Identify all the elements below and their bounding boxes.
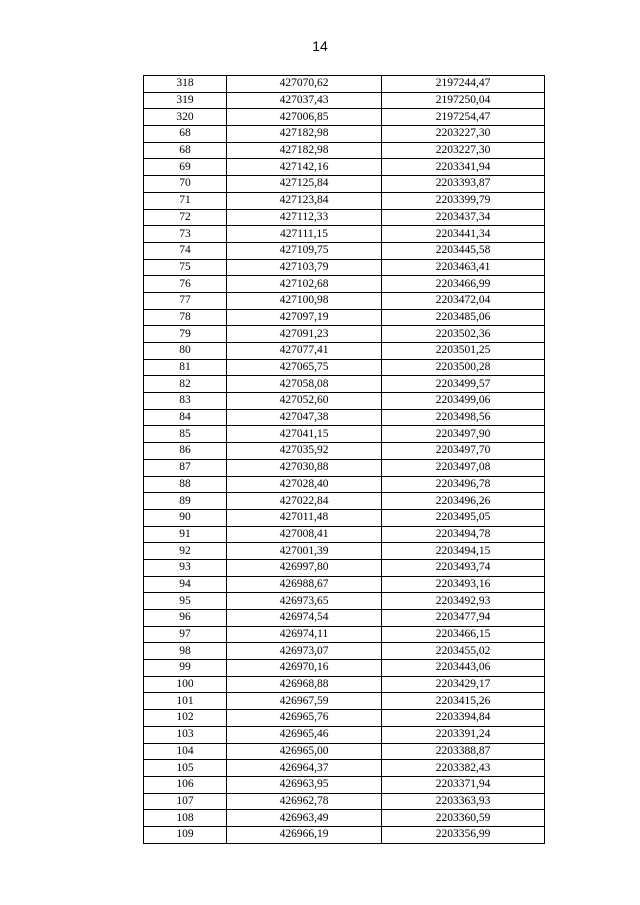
table-row — [144, 643, 545, 660]
point-number-cell: 79 — [144, 326, 227, 343]
x-coordinate-cell: 426968,88 — [227, 676, 382, 693]
point-number-cell: 95 — [144, 593, 227, 610]
point-number-cell: 102 — [144, 710, 227, 727]
table-row — [144, 810, 545, 827]
x-coordinate-cell: 427070,62 — [227, 76, 382, 93]
x-coordinate-cell: 427077,41 — [227, 343, 382, 360]
y-coordinate-cell: 2203499,06 — [382, 393, 545, 410]
point-number-cell: 98 — [144, 643, 227, 660]
table-row — [144, 593, 545, 610]
y-coordinate-cell: 2203399,79 — [382, 192, 545, 209]
x-coordinate-cell: 427112,33 — [227, 209, 382, 226]
y-coordinate-cell: 2203502,36 — [382, 326, 545, 343]
table-row — [144, 443, 545, 460]
point-number-cell: 69 — [144, 159, 227, 176]
point-number-cell: 84 — [144, 409, 227, 426]
y-coordinate-cell: 2203500,28 — [382, 359, 545, 376]
table-row — [144, 559, 545, 576]
x-coordinate-cell: 426965,00 — [227, 743, 382, 760]
y-coordinate-cell: 2203393,87 — [382, 176, 545, 193]
point-number-cell: 88 — [144, 476, 227, 493]
y-coordinate-cell: 2203485,06 — [382, 309, 545, 326]
point-number-cell: 94 — [144, 576, 227, 593]
x-coordinate-cell: 427102,68 — [227, 276, 382, 293]
table-row — [144, 743, 545, 760]
table-row — [144, 393, 545, 410]
point-number-cell: 93 — [144, 559, 227, 576]
point-number-cell: 96 — [144, 610, 227, 627]
table-row — [144, 309, 545, 326]
table-row — [144, 259, 545, 276]
point-number-cell: 107 — [144, 793, 227, 810]
x-coordinate-cell: 427037,43 — [227, 92, 382, 109]
x-coordinate-cell: 427182,98 — [227, 142, 382, 159]
y-coordinate-cell: 2203466,15 — [382, 626, 545, 643]
table-row — [144, 343, 545, 360]
x-coordinate-cell: 427058,08 — [227, 376, 382, 393]
y-coordinate-cell: 2203494,78 — [382, 526, 545, 543]
point-number-cell: 105 — [144, 760, 227, 777]
coordinates-table — [143, 75, 545, 844]
y-coordinate-cell: 2197244,47 — [382, 76, 545, 93]
point-number-cell: 74 — [144, 242, 227, 259]
y-coordinate-cell: 2203492,93 — [382, 593, 545, 610]
point-number-cell: 90 — [144, 509, 227, 526]
x-coordinate-cell: 427006,85 — [227, 109, 382, 126]
x-coordinate-cell: 426973,07 — [227, 643, 382, 660]
y-coordinate-cell: 2203227,30 — [382, 126, 545, 143]
x-coordinate-cell: 426962,78 — [227, 793, 382, 810]
table-row — [144, 192, 545, 209]
x-coordinate-cell: 427041,15 — [227, 426, 382, 443]
point-number-cell: 108 — [144, 810, 227, 827]
point-number-cell: 73 — [144, 226, 227, 243]
coordinates-table-body — [144, 76, 545, 844]
x-coordinate-cell: 427091,23 — [227, 326, 382, 343]
table-row — [144, 209, 545, 226]
point-number-cell: 77 — [144, 292, 227, 309]
y-coordinate-cell: 2203371,94 — [382, 776, 545, 793]
x-coordinate-cell: 426997,80 — [227, 559, 382, 576]
table-row — [144, 626, 545, 643]
table-row — [144, 493, 545, 510]
x-coordinate-cell: 427111,15 — [227, 226, 382, 243]
point-number-cell: 85 — [144, 426, 227, 443]
point-number-cell: 68 — [144, 126, 227, 143]
y-coordinate-cell: 2203496,78 — [382, 476, 545, 493]
table-row — [144, 760, 545, 777]
x-coordinate-cell: 426974,54 — [227, 610, 382, 627]
y-coordinate-cell: 2203463,41 — [382, 259, 545, 276]
point-number-cell: 76 — [144, 276, 227, 293]
table-row — [144, 543, 545, 560]
table-row — [144, 710, 545, 727]
table-row — [144, 826, 545, 843]
point-number-cell: 101 — [144, 693, 227, 710]
x-coordinate-cell: 427035,92 — [227, 443, 382, 460]
y-coordinate-cell: 2197254,47 — [382, 109, 545, 126]
x-coordinate-cell: 427182,98 — [227, 126, 382, 143]
x-coordinate-cell: 426974,11 — [227, 626, 382, 643]
y-coordinate-cell: 2203437,34 — [382, 209, 545, 226]
y-coordinate-cell: 2203499,57 — [382, 376, 545, 393]
y-coordinate-cell: 2203441,34 — [382, 226, 545, 243]
point-number-cell: 86 — [144, 443, 227, 460]
x-coordinate-cell: 426964,37 — [227, 760, 382, 777]
x-coordinate-cell: 427011,48 — [227, 509, 382, 526]
x-coordinate-cell: 427008,41 — [227, 526, 382, 543]
x-coordinate-cell: 427142,16 — [227, 159, 382, 176]
y-coordinate-cell: 2203455,02 — [382, 643, 545, 660]
point-number-cell: 100 — [144, 676, 227, 693]
table-row — [144, 526, 545, 543]
x-coordinate-cell: 427103,79 — [227, 259, 382, 276]
point-number-cell: 68 — [144, 142, 227, 159]
point-number-cell: 320 — [144, 109, 227, 126]
table-row — [144, 326, 545, 343]
point-number-cell: 82 — [144, 376, 227, 393]
table-row — [144, 693, 545, 710]
y-coordinate-cell: 2197250,04 — [382, 92, 545, 109]
table-row — [144, 793, 545, 810]
x-coordinate-cell: 427001,39 — [227, 543, 382, 560]
table-row — [144, 376, 545, 393]
y-coordinate-cell: 2203363,93 — [382, 793, 545, 810]
x-coordinate-cell: 427097,19 — [227, 309, 382, 326]
table-row — [144, 776, 545, 793]
y-coordinate-cell: 2203498,56 — [382, 409, 545, 426]
point-number-cell: 70 — [144, 176, 227, 193]
table-row — [144, 126, 545, 143]
x-coordinate-cell: 427047,38 — [227, 409, 382, 426]
y-coordinate-cell: 2203391,24 — [382, 726, 545, 743]
table-row — [144, 476, 545, 493]
table-row — [144, 176, 545, 193]
y-coordinate-cell: 2203495,05 — [382, 509, 545, 526]
x-coordinate-cell: 426965,46 — [227, 726, 382, 743]
table-row — [144, 159, 545, 176]
table-row — [144, 676, 545, 693]
y-coordinate-cell: 2203429,17 — [382, 676, 545, 693]
y-coordinate-cell: 2203445,58 — [382, 242, 545, 259]
point-number-cell: 89 — [144, 493, 227, 510]
x-coordinate-cell: 427022,84 — [227, 493, 382, 510]
x-coordinate-cell: 427052,60 — [227, 393, 382, 410]
point-number-cell: 71 — [144, 192, 227, 209]
point-number-cell: 318 — [144, 76, 227, 93]
x-coordinate-cell: 426988,67 — [227, 576, 382, 593]
y-coordinate-cell: 2203382,43 — [382, 760, 545, 777]
point-number-cell: 87 — [144, 459, 227, 476]
point-number-cell: 91 — [144, 526, 227, 543]
point-number-cell: 97 — [144, 626, 227, 643]
x-coordinate-cell: 426966,19 — [227, 826, 382, 843]
table-row — [144, 426, 545, 443]
x-coordinate-cell: 427125,84 — [227, 176, 382, 193]
point-number-cell: 78 — [144, 309, 227, 326]
y-coordinate-cell: 2203497,08 — [382, 459, 545, 476]
table-row — [144, 409, 545, 426]
page-number: 14 — [312, 38, 328, 54]
y-coordinate-cell: 2203466,99 — [382, 276, 545, 293]
point-number-cell: 83 — [144, 393, 227, 410]
y-coordinate-cell: 2203497,90 — [382, 426, 545, 443]
table-row — [144, 610, 545, 627]
point-number-cell: 99 — [144, 660, 227, 677]
x-coordinate-cell: 426970,16 — [227, 660, 382, 677]
y-coordinate-cell: 2203477,94 — [382, 610, 545, 627]
table-row — [144, 109, 545, 126]
table-row — [144, 76, 545, 93]
table-row — [144, 242, 545, 259]
y-coordinate-cell: 2203415,26 — [382, 693, 545, 710]
point-number-cell: 104 — [144, 743, 227, 760]
point-number-cell: 80 — [144, 343, 227, 360]
y-coordinate-cell: 2203501,25 — [382, 343, 545, 360]
point-number-cell: 75 — [144, 259, 227, 276]
point-number-cell: 109 — [144, 826, 227, 843]
y-coordinate-cell: 2203493,16 — [382, 576, 545, 593]
y-coordinate-cell: 2203394,84 — [382, 710, 545, 727]
y-coordinate-cell: 2203494,15 — [382, 543, 545, 560]
point-number-cell: 103 — [144, 726, 227, 743]
y-coordinate-cell: 2203493,74 — [382, 559, 545, 576]
point-number-cell: 92 — [144, 543, 227, 560]
point-number-cell: 319 — [144, 92, 227, 109]
y-coordinate-cell: 2203496,26 — [382, 493, 545, 510]
table-row — [144, 359, 545, 376]
y-coordinate-cell: 2203360,59 — [382, 810, 545, 827]
x-coordinate-cell: 427028,40 — [227, 476, 382, 493]
y-coordinate-cell: 2203341,94 — [382, 159, 545, 176]
y-coordinate-cell: 2203443,06 — [382, 660, 545, 677]
y-coordinate-cell: 2203356,99 — [382, 826, 545, 843]
x-coordinate-cell: 427065,75 — [227, 359, 382, 376]
table-row — [144, 142, 545, 159]
y-coordinate-cell: 2203227,30 — [382, 142, 545, 159]
point-number-cell: 106 — [144, 776, 227, 793]
x-coordinate-cell: 426967,59 — [227, 693, 382, 710]
table-row — [144, 660, 545, 677]
y-coordinate-cell: 2203388,87 — [382, 743, 545, 760]
x-coordinate-cell: 426973,65 — [227, 593, 382, 610]
x-coordinate-cell: 426963,49 — [227, 810, 382, 827]
point-number-cell: 72 — [144, 209, 227, 226]
table-row — [144, 726, 545, 743]
y-coordinate-cell: 2203497,70 — [382, 443, 545, 460]
x-coordinate-cell: 427100,98 — [227, 292, 382, 309]
y-coordinate-cell: 2203472,04 — [382, 292, 545, 309]
x-coordinate-cell: 427030,88 — [227, 459, 382, 476]
table-row — [144, 459, 545, 476]
point-number-cell: 81 — [144, 359, 227, 376]
x-coordinate-cell: 426965,76 — [227, 710, 382, 727]
table-row — [144, 92, 545, 109]
x-coordinate-cell: 426963,95 — [227, 776, 382, 793]
table-row — [144, 509, 545, 526]
x-coordinate-cell: 427109,75 — [227, 242, 382, 259]
table-row — [144, 576, 545, 593]
table-row — [144, 292, 545, 309]
table-row — [144, 226, 545, 243]
table-row — [144, 276, 545, 293]
x-coordinate-cell: 427123,84 — [227, 192, 382, 209]
